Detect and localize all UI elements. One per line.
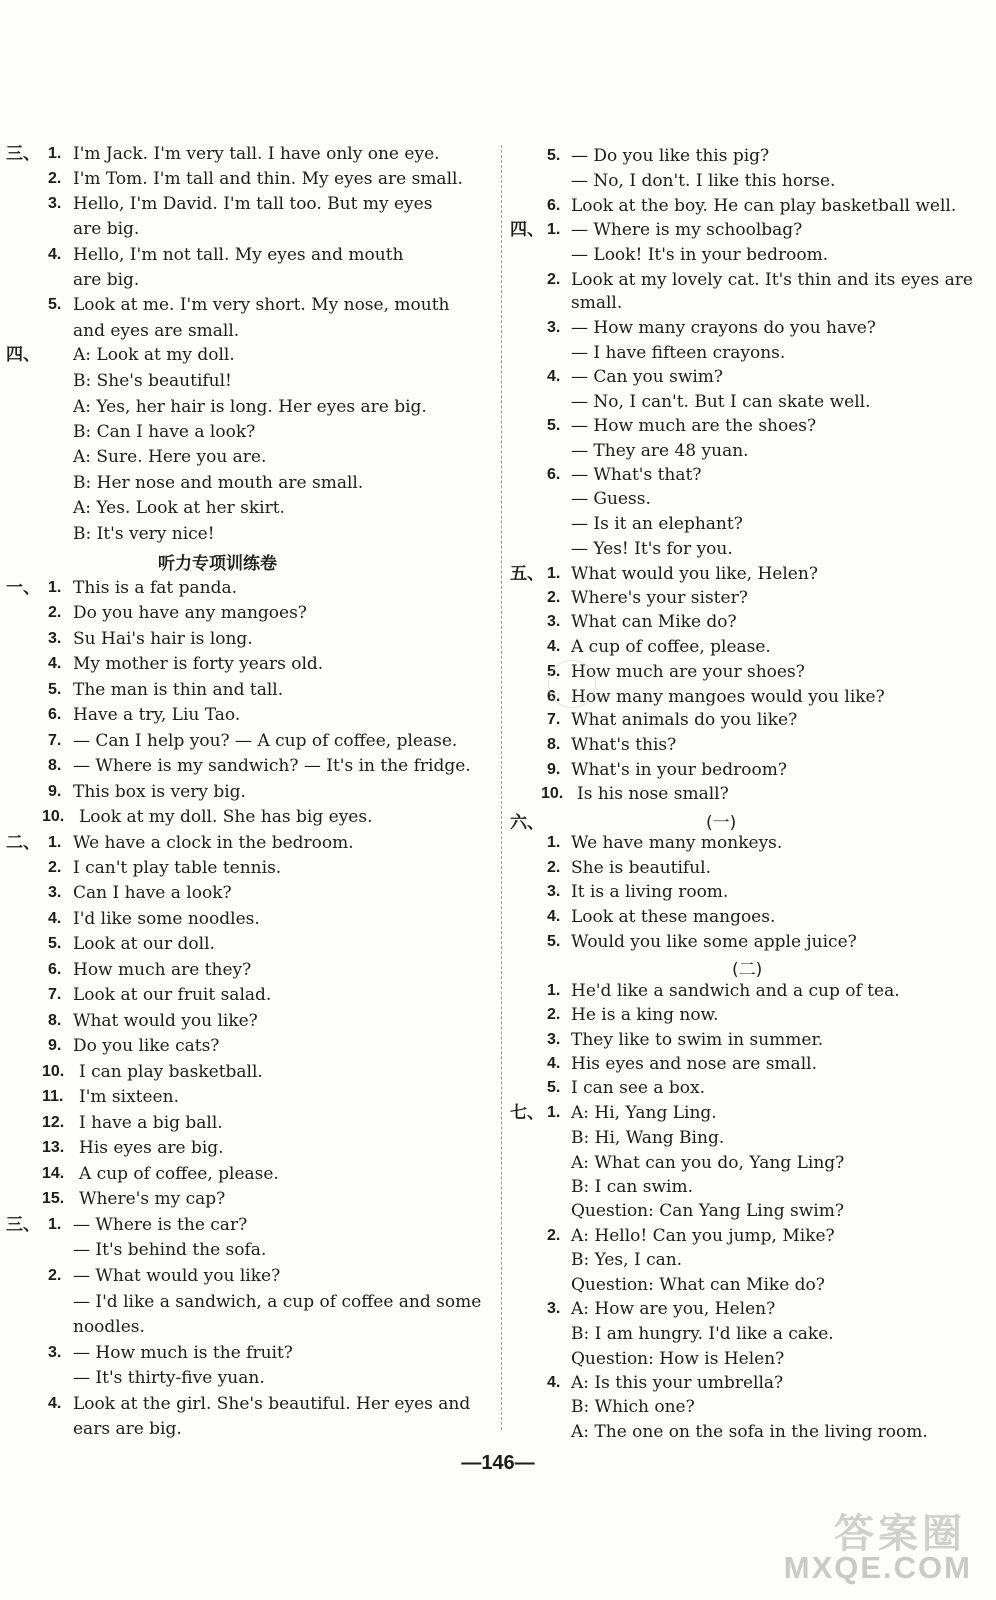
- answer-text: Where's my cap?: [79, 1189, 226, 1209]
- answer-text: What would you like, Helen?: [571, 564, 818, 584]
- item-number: 10.: [541, 785, 564, 802]
- answer-text: What's in your bedroom?: [571, 760, 787, 780]
- item-number: 1.: [547, 834, 561, 851]
- answer-text: noodles.: [73, 1317, 145, 1337]
- answer-line: [503, 757, 983, 783]
- item-number: 1.: [48, 834, 62, 851]
- answer-line: [503, 536, 983, 562]
- answer-text: A: Yes, her hair is long. Her eyes are big.: [73, 397, 427, 417]
- answer-text: Question: What can Mike do?: [571, 1275, 825, 1295]
- item-number: 3.: [547, 1031, 561, 1048]
- answer-line: [0, 1033, 480, 1059]
- answer-text: — Yes! It's for you.: [571, 539, 733, 559]
- section-label: 七、: [510, 1103, 544, 1123]
- answer-text: — Can you swim?: [571, 367, 724, 387]
- answer-text: are big.: [73, 270, 140, 290]
- answer-text: Look at the girl. She's beautiful. Her eyes and: [73, 1394, 471, 1414]
- answer-line: [503, 1346, 983, 1372]
- item-number: 3.: [48, 630, 62, 647]
- answer-text: I'd like some noodles.: [73, 909, 260, 929]
- answer-line: [0, 855, 480, 881]
- section-label: 五、: [510, 564, 544, 584]
- item-number: 4.: [547, 1055, 561, 1072]
- section-six-label: 六、: [510, 813, 544, 833]
- answer-text: This box is very big.: [73, 782, 246, 802]
- answer-line: [503, 413, 983, 439]
- item-number: 3.: [547, 613, 561, 630]
- answer-line: [503, 855, 983, 881]
- answer-text: Where's your sister?: [571, 588, 748, 608]
- answer-line: [503, 634, 983, 660]
- item-number: 3.: [547, 1300, 561, 1317]
- answer-line: [0, 982, 480, 1008]
- item-number: 15.: [42, 1190, 65, 1207]
- item-number: 11.: [42, 1088, 64, 1105]
- answer-text: A: What can you do, Yang Ling?: [571, 1153, 845, 1173]
- item-number: 6.: [48, 706, 62, 723]
- answer-line: [503, 143, 983, 169]
- answer-text: The man is thin and tall.: [73, 680, 284, 700]
- answer-text: — No, I don't. I like this horse.: [571, 171, 836, 191]
- answer-line: [503, 1002, 983, 1028]
- answer-line: [0, 728, 480, 754]
- answer-text: What can Mike do?: [571, 612, 737, 632]
- answer-line: [503, 486, 983, 512]
- answer-text: — What would you like?: [73, 1266, 281, 1286]
- item-number: 7.: [547, 711, 561, 728]
- item-number: 2.: [48, 170, 62, 187]
- section-label: 二、: [6, 833, 40, 853]
- answer-text: We have many monkeys.: [571, 833, 783, 853]
- answer-line: [0, 779, 480, 805]
- item-number: 9.: [547, 761, 561, 778]
- answer-text: My mother is forty years old.: [73, 654, 324, 674]
- answer-text: — How many crayons do you have?: [571, 318, 876, 338]
- answer-text: — What's that?: [571, 465, 702, 485]
- item-number: 9.: [48, 783, 62, 800]
- item-number: 3.: [547, 319, 561, 336]
- answer-line: [503, 389, 983, 415]
- watermark-cn: 答案圈: [834, 1511, 966, 1557]
- answer-text: Hello, I'm not tall. My eyes and mouth: [73, 245, 404, 265]
- item-number: 8.: [48, 1012, 62, 1029]
- answer-line: [0, 1416, 480, 1442]
- answer-line: [0, 1084, 480, 1110]
- item-number: 3.: [48, 195, 62, 212]
- answer-line: [0, 906, 480, 932]
- answer-text: It is a living room.: [571, 882, 729, 902]
- item-number: 8.: [547, 736, 561, 753]
- item-number: 4.: [48, 246, 62, 263]
- item-number: 1.: [48, 1216, 62, 1233]
- item-number: 9.: [48, 1037, 62, 1054]
- item-number: 6.: [547, 466, 561, 483]
- answer-text: They like to swim in summer.: [571, 1030, 824, 1050]
- answer-line: [0, 702, 480, 728]
- answer-text: Look at these mangoes.: [571, 907, 776, 927]
- answer-text: Have a try, Liu Tao.: [73, 705, 241, 725]
- answer-line: [0, 1110, 480, 1136]
- item-number: 2.: [48, 1267, 62, 1284]
- answer-line: [503, 438, 983, 464]
- answer-line: [503, 585, 983, 611]
- answer-line: [503, 1051, 983, 1077]
- answer-line: [503, 193, 983, 219]
- answer-text: I have a big ball.: [79, 1113, 223, 1133]
- answer-text: A: Yes. Look at her skirt.: [73, 498, 285, 518]
- answer-line: [503, 1100, 983, 1126]
- answer-text: — I have fifteen crayons.: [571, 343, 786, 363]
- answer-text: Look at the boy. He can play basketball well.: [571, 196, 957, 216]
- item-number: 7.: [48, 732, 62, 749]
- answer-text: This is a fat panda.: [73, 578, 238, 598]
- section-label: 一、: [6, 578, 40, 598]
- answer-text: His eyes and nose are small.: [571, 1054, 817, 1074]
- answer-text: — How much is the fruit?: [73, 1343, 293, 1363]
- answer-line: [503, 168, 983, 194]
- item-number: 5.: [547, 1079, 561, 1096]
- right-column: [503, 0, 996, 1600]
- answer-line: [0, 1237, 480, 1263]
- answer-line: [503, 511, 983, 537]
- page-number: —146—: [461, 1452, 535, 1474]
- answer-text: His eyes are big.: [79, 1138, 224, 1158]
- item-number: 5.: [48, 296, 62, 313]
- answer-line: [0, 292, 480, 318]
- answer-line: [0, 166, 480, 192]
- answer-text: Would you like some apple juice?: [571, 932, 857, 952]
- answer-line: [0, 600, 480, 626]
- answer-text: — Look! It's in your bedroom.: [571, 245, 829, 265]
- answer-line: [0, 1340, 480, 1366]
- answer-line: [503, 462, 983, 488]
- answer-text: A: Hi, Yang Ling.: [571, 1103, 717, 1123]
- answer-text: ears are big.: [73, 1419, 182, 1439]
- subsection-two: (二): [732, 960, 763, 980]
- answer-text: B: Her nose and mouth are small.: [73, 473, 364, 493]
- answer-text: — Where is my sandwich? — It's in the fridge.: [73, 756, 471, 776]
- answer-line: [503, 364, 983, 390]
- answer-text: are big.: [73, 219, 140, 239]
- answer-line: [503, 1247, 983, 1273]
- item-number: 2.: [48, 859, 62, 876]
- section-label: 四、: [510, 220, 544, 240]
- item-number: 4.: [48, 655, 62, 672]
- watermark-url: MXQE.COM: [783, 1550, 972, 1585]
- item-number: 2.: [547, 589, 561, 606]
- answer-text: B: I can swim.: [571, 1177, 693, 1197]
- answer-line: [0, 1314, 480, 1340]
- answer-line: [0, 470, 480, 496]
- answer-text: He is a king now.: [571, 1005, 719, 1025]
- subsection-one: (一): [706, 813, 737, 833]
- answer-text: — It's behind the sofa.: [73, 1240, 267, 1260]
- item-number: 5.: [547, 417, 561, 434]
- answer-line: [0, 804, 480, 830]
- answer-text: How much are your shoes?: [571, 662, 805, 682]
- answer-text: A: How are you, Helen?: [571, 1299, 776, 1319]
- answer-line: [0, 1059, 480, 1085]
- answer-line: [0, 368, 480, 394]
- answer-line: [0, 575, 480, 601]
- answer-line: [503, 707, 983, 733]
- answer-text: What's this?: [571, 735, 677, 755]
- answer-text: — I'd like a sandwich, a cup of coffee and some: [73, 1292, 482, 1312]
- answer-line: [0, 957, 480, 983]
- section-heading: 听力专项训练卷: [158, 554, 277, 574]
- answer-text: We have a clock in the bedroom.: [73, 833, 354, 853]
- answer-line: [503, 1125, 983, 1151]
- item-number: 6.: [547, 688, 561, 705]
- answer-line: [0, 495, 480, 521]
- answer-line: [503, 978, 983, 1004]
- answer-text: A cup of coffee, please.: [571, 637, 771, 657]
- item-number: 1.: [547, 221, 561, 238]
- answer-text: I can't play table tennis.: [73, 858, 282, 878]
- item-number: 3.: [48, 1344, 62, 1361]
- item-number: 5.: [547, 663, 561, 680]
- answer-text: How much are they?: [73, 960, 252, 980]
- answer-text: Question: Can Yang Ling swim?: [571, 1201, 844, 1221]
- answer-text: — Is it an elephant?: [571, 514, 743, 534]
- item-number: 1.: [547, 982, 561, 999]
- answer-text: Do you have any mangoes?: [73, 603, 307, 623]
- answer-text: Look at my doll. She has big eyes.: [79, 807, 373, 827]
- answer-text: A: The one on the sofa in the living room.: [571, 1422, 928, 1442]
- answer-line: [503, 1394, 983, 1420]
- answer-line: [0, 342, 480, 368]
- answer-line: [0, 1391, 480, 1417]
- answer-line: [503, 1027, 983, 1053]
- item-number: 13.: [42, 1139, 65, 1156]
- answer-line: [0, 1186, 480, 1212]
- item-number: 12.: [42, 1114, 65, 1131]
- answer-text: — Where is the car?: [73, 1215, 248, 1235]
- answer-line: [503, 340, 983, 366]
- section-label: 四、: [6, 345, 40, 365]
- column-divider: [501, 145, 502, 1430]
- answer-line: [503, 217, 983, 243]
- answer-text: — How much are the shoes?: [571, 416, 817, 436]
- answer-text: B: I am hungry. I'd like a cake.: [571, 1324, 834, 1344]
- item-number: 10.: [42, 1063, 65, 1080]
- answer-line: [503, 781, 983, 807]
- answer-text: B: Can I have a look?: [73, 422, 256, 442]
- answer-line: [503, 1174, 983, 1200]
- item-number: 6.: [547, 197, 561, 214]
- answer-text: I can see a box.: [571, 1078, 706, 1098]
- answer-line: [503, 1075, 983, 1101]
- answer-text: B: She's beautiful!: [73, 371, 232, 391]
- item-number: 1.: [48, 145, 62, 162]
- answer-line: [0, 242, 480, 268]
- item-number: 2.: [547, 1227, 561, 1244]
- answer-line: [0, 419, 480, 445]
- answer-text: Do you like cats?: [73, 1036, 220, 1056]
- item-number: 5.: [48, 681, 62, 698]
- item-number: 6.: [48, 961, 62, 978]
- answer-text: B: It's very nice!: [73, 524, 215, 544]
- answer-line: [0, 931, 480, 957]
- answer-line: [503, 1321, 983, 1347]
- answer-text: B: Hi, Wang Bing.: [571, 1128, 725, 1148]
- answer-text: Look at my lovely cat. It's thin and its eyes are: [571, 270, 973, 290]
- item-number: 5.: [547, 147, 561, 164]
- answer-text: Is his nose small?: [577, 784, 729, 804]
- item-number: 2.: [547, 271, 561, 288]
- answer-text: How many mangoes would you like?: [571, 687, 885, 707]
- answer-text: I'm Jack. I'm very tall. I have only one eye.: [73, 144, 440, 164]
- answer-line: [0, 677, 480, 703]
- answer-text: He'd like a sandwich and a cup of tea.: [571, 981, 900, 1001]
- answer-text: — It's thirty-five yuan.: [73, 1368, 265, 1388]
- answer-line: [0, 141, 480, 167]
- answer-text: B: Which one?: [571, 1397, 695, 1417]
- answer-line: [503, 1150, 983, 1176]
- answer-line: [0, 216, 480, 242]
- answer-text: Look at our doll.: [73, 934, 215, 954]
- item-number: 4.: [48, 1395, 62, 1412]
- item-number: 2.: [48, 604, 62, 621]
- answer-line: [503, 609, 983, 635]
- answer-line: [0, 1161, 480, 1187]
- answer-line: [0, 651, 480, 677]
- answer-line: [0, 191, 480, 217]
- answer-text: — No, I can't. But I can skate well.: [571, 392, 871, 412]
- answer-text: What would you like?: [73, 1011, 258, 1031]
- item-number: 14.: [42, 1165, 65, 1182]
- answer-line: [0, 1135, 480, 1161]
- answer-line: [503, 561, 983, 587]
- item-number: 2.: [547, 859, 561, 876]
- answer-line: [0, 444, 480, 470]
- item-number: 4.: [547, 908, 561, 925]
- answer-line: [0, 1263, 480, 1289]
- answer-text: — They are 48 yuan.: [571, 441, 749, 461]
- answer-text: Look at our fruit salad.: [73, 985, 272, 1005]
- answer-line: [503, 1272, 983, 1298]
- answer-line: [0, 1008, 480, 1034]
- answer-line: [503, 290, 983, 316]
- answer-line: [503, 879, 983, 905]
- answer-line: [503, 1370, 983, 1396]
- item-number: 10.: [42, 808, 65, 825]
- answer-line: [0, 753, 480, 779]
- answer-text: What animals do you like?: [571, 710, 798, 730]
- answer-line: [0, 1212, 480, 1238]
- answer-text: I can play basketball.: [79, 1062, 263, 1082]
- answer-text: — Can I help you? — A cup of coffee, please.: [73, 731, 458, 751]
- answer-text: I'm sixteen.: [79, 1087, 179, 1107]
- answer-line: [0, 626, 480, 652]
- answer-text: A: Sure. Here you are.: [73, 447, 267, 467]
- faded-stamp: [548, 660, 596, 708]
- answer-text: A: Look at my doll.: [73, 345, 235, 365]
- section-label: 三、: [6, 1215, 40, 1235]
- answer-line: [0, 318, 480, 344]
- answer-text: Can I have a look?: [73, 883, 232, 903]
- answer-line: [0, 1289, 480, 1315]
- section-label: 三、: [6, 144, 40, 164]
- answer-line: [0, 267, 480, 293]
- answer-line: [503, 242, 983, 268]
- answer-text: Hello, I'm David. I'm tall too. But my eyes: [73, 194, 433, 214]
- item-number: 4.: [547, 368, 561, 385]
- answer-text: Su Hai's hair is long.: [73, 629, 253, 649]
- answer-text: — Where is my schoolbag?: [571, 220, 803, 240]
- item-number: 2.: [547, 1006, 561, 1023]
- item-number: 1.: [547, 1104, 561, 1121]
- answer-text: Question: How is Helen?: [571, 1349, 785, 1369]
- item-number: 5.: [48, 935, 62, 952]
- item-number: 1.: [547, 565, 561, 582]
- answer-text: A: Hello! Can you jump, Mike?: [571, 1226, 835, 1246]
- answer-text: I'm Tom. I'm tall and thin. My eyes are small.: [73, 169, 463, 189]
- item-number: 4.: [547, 1374, 561, 1391]
- answer-line: [503, 1419, 983, 1445]
- answer-line: [503, 315, 983, 341]
- item-number: 1.: [48, 579, 62, 596]
- answer-line: [0, 880, 480, 906]
- item-number: 4.: [48, 910, 62, 927]
- answer-line: [503, 929, 983, 955]
- answer-line: [503, 830, 983, 856]
- answer-text: B: Yes, I can.: [571, 1250, 683, 1270]
- answer-text: A: Is this your umbrella?: [571, 1373, 784, 1393]
- answer-line: [0, 830, 480, 856]
- answer-text: She is beautiful.: [571, 858, 712, 878]
- answer-line: [0, 394, 480, 420]
- answer-text: small.: [571, 293, 623, 313]
- answer-line: [503, 904, 983, 930]
- answer-text: — Guess.: [571, 489, 651, 509]
- answer-text: and eyes are small.: [73, 321, 240, 341]
- answer-text: — Do you like this pig?: [571, 146, 770, 166]
- item-number: 3.: [48, 884, 62, 901]
- answer-line: [503, 1296, 983, 1322]
- answer-line: [503, 1198, 983, 1224]
- answer-line: [0, 521, 480, 547]
- answer-line: [503, 1223, 983, 1249]
- item-number: 3.: [547, 883, 561, 900]
- item-number: 4.: [547, 638, 561, 655]
- answer-line: [0, 1365, 480, 1391]
- answer-line: [503, 732, 983, 758]
- answer-text: A cup of coffee, please.: [79, 1164, 279, 1184]
- item-number: 7.: [48, 986, 62, 1003]
- answer-text: Look at me. I'm very short. My nose, mouth: [73, 295, 450, 315]
- item-number: 8.: [48, 757, 62, 774]
- item-number: 5.: [547, 933, 561, 950]
